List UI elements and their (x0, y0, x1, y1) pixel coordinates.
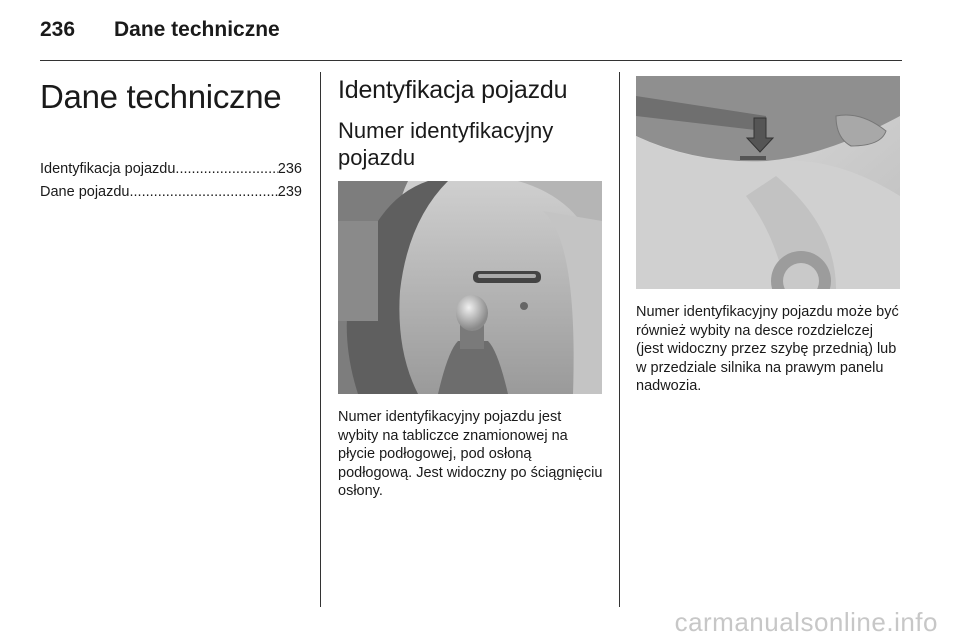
chapter-column (40, 72, 302, 204)
section-column (338, 72, 604, 501)
toc-page-number: 239 (277, 184, 302, 200)
header-divider (40, 60, 902, 61)
toc-entry-identyfikacja[interactable] (40, 158, 302, 181)
watermark: carmanualsonline.info (674, 607, 938, 637)
floor-plate-illustration (338, 181, 602, 394)
section-subtitle: Numer identyfikacyjny pojazdu (338, 118, 554, 170)
windscreen-vin-illustration (636, 76, 900, 289)
toc-entry-dane-pojazdu[interactable] (40, 181, 302, 204)
section-title: Identyfikacja pojazdu (338, 76, 568, 104)
column-divider-1 (320, 72, 321, 607)
column-divider-2 (619, 72, 620, 607)
toc-page-number: 236 (277, 161, 302, 177)
continued-column (636, 72, 902, 396)
toc-leader-dots (130, 181, 278, 204)
toc-label: Dane pojazdu (40, 184, 130, 200)
running-title: Dane techniczne (114, 18, 280, 41)
paragraph-2: Numer identyfikacyjny pojazdu może być również wybity na desce rozdzielczej (jest widoczny przez szybę przednią) lub w przedziale silnika na prawym panelu nadwozia. (636, 304, 899, 394)
paragraph-1: Numer identyfikacyjny pojazdu jest wybity na tabliczce znamionowej na płycie podłogowej, pod osłoną podłogową. Jest widoczny po ściągnięciu osłony. (338, 409, 603, 499)
page-header (40, 18, 280, 48)
page-number: 236 (40, 18, 76, 41)
table-of-contents (40, 158, 302, 204)
toc-label: Identyfikacja pojazdu (40, 161, 176, 177)
toc-leader-dots (175, 158, 277, 181)
chapter-title: Dane techniczne (40, 78, 282, 115)
